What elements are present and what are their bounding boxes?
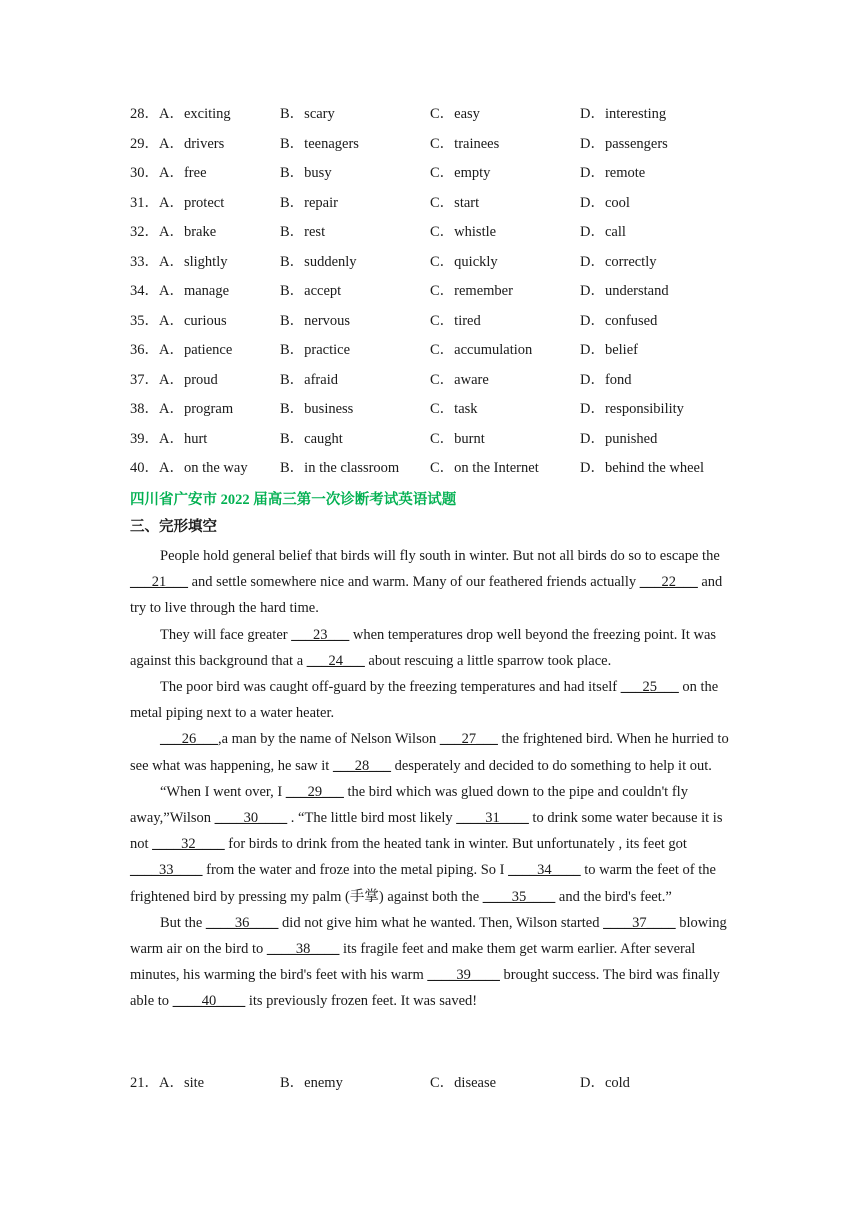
option-a: 28．A．exciting (130, 106, 231, 122)
option-b: B．practice (280, 342, 351, 358)
option-c: C．tired (430, 312, 481, 329)
option-b: B．suddenly (280, 253, 357, 270)
option-c: C．task (430, 401, 478, 417)
option-a: 29．A．drivers (130, 135, 225, 152)
blank-27: ___27___ (439, 731, 498, 748)
option-d: D．correctly (580, 253, 657, 270)
option-c: C．aware (430, 371, 489, 388)
blank-25: ___25___ (620, 679, 679, 696)
blank-32: ____32____ (152, 836, 225, 853)
blank-34: ____34____ (508, 862, 581, 879)
text: the frightened bird. When he hurried to see what was happening, he saw it (130, 731, 729, 774)
option-d: D．understand (580, 283, 669, 299)
option-d: D．punished (580, 430, 658, 447)
option-b: B．caught (280, 430, 343, 447)
text: and settle somewhere nice and warm. Many of our feathered friends actually (188, 574, 640, 591)
blank-21: ___21___ (130, 574, 188, 591)
option-b: B．in the classroom (280, 460, 400, 476)
option-a: 35．A．curious (130, 312, 227, 329)
option-b: B．business (280, 401, 354, 417)
option-a: 34．A．manage (130, 283, 230, 299)
text: The poor bird was caught off-guard by the freezing temperatures and had itself (160, 679, 621, 696)
text: blowing warm air on the bird to (130, 914, 727, 958)
blank-35: ____35____ (482, 888, 556, 905)
paragraph-1 (130, 543, 730, 622)
blank-36: ____36____ (205, 914, 279, 931)
text: People hold general belief that birds will fly south in winter. But not all birds do so to escape the (160, 548, 720, 564)
option-a: 38．A．program (130, 401, 234, 417)
option-c: C．quickly (430, 253, 498, 270)
option-b: B．teenagers (280, 135, 359, 152)
text: from the water and froze into the metal piping. So I (202, 862, 509, 879)
exam-title: 四川省广安市 2022 届高三第一次诊断考试英语试题 (130, 492, 457, 508)
option-c: C．empty (430, 165, 491, 181)
option-a: 37．A．proud (130, 371, 218, 388)
blank-28: ___28___ (332, 757, 391, 774)
option-c: C．burnt (430, 430, 485, 447)
option-c: C．disease (430, 1075, 497, 1091)
option-d: D．belief (580, 342, 638, 358)
option-a: 40．A．on the way (130, 460, 248, 476)
option-d: D．remote (580, 165, 646, 181)
option-d: D．cool (580, 194, 630, 211)
text: desperately and decided to do something to help it out. (390, 757, 712, 774)
text: did not give him what he wanted. Then, Wilson started (278, 914, 604, 931)
option-d: D．responsibility (580, 401, 684, 417)
paragraph-3 (130, 674, 730, 726)
blank-33: ____33____ (130, 862, 203, 879)
text: and try to live through the hard time. (130, 574, 723, 617)
option-c: C．remember (430, 283, 513, 299)
option-a: 36．A．patience (130, 342, 233, 358)
option-b: B．rest (280, 224, 326, 240)
blank-29: ___29___ (285, 783, 344, 800)
blank-31: ____31____ (456, 810, 529, 827)
option-d: D．cold (580, 1075, 630, 1091)
option-a: 30．A．free (130, 165, 207, 181)
option-d: D．call (580, 224, 626, 240)
option-c: C．start (430, 194, 480, 211)
option-b: B．accept (280, 283, 342, 299)
option-c: C．accumulation (430, 342, 533, 358)
blank-37: ____37____ (603, 914, 676, 931)
text: ,a man by the name of Nelson Wilson (218, 731, 440, 748)
blank-30: ____30____ (214, 810, 288, 827)
text: They will face greater (160, 626, 292, 643)
option-d: D．fond (580, 371, 632, 388)
option-c: C．on the Internet (430, 460, 539, 476)
text: to drink some water because it is not (130, 810, 723, 853)
option-a: 33．A．slightly (130, 253, 228, 270)
text: for birds to drink from the heated tank in winter. But unfortunately , its feet got (224, 836, 687, 853)
paragraph-4 (130, 726, 730, 778)
blank-39: ____39____ (427, 967, 500, 984)
text: about rescuing a little sparrow took place. (364, 652, 612, 669)
text: when temperatures drop well beyond the freezing point. It was against this background that a (130, 626, 717, 669)
blank-24: ___24___ (306, 652, 365, 669)
section-title: 三、完形填空 (130, 519, 217, 535)
text: the bird which was glued down to the pipe and couldn't fly away,”Wilson (130, 783, 688, 827)
text: and the bird's feet.” (555, 888, 672, 905)
option-b: B．nervous (280, 312, 351, 329)
blank-22: ___22___ (639, 574, 698, 591)
option-b: B．afraid (280, 371, 338, 388)
cloze-passage (130, 543, 730, 1015)
option-a: 39．A．hurt (130, 430, 208, 447)
text: brought success. The bird was finally able to (130, 967, 720, 1010)
blank-26: ___26___ (160, 731, 218, 748)
text: to warm the feet of the frightened bird by pressing my palm (手掌) against both the (130, 862, 716, 905)
option-b: B．enemy (280, 1075, 343, 1091)
option-d: D．passengers (580, 135, 668, 152)
paragraph-5 (130, 779, 730, 910)
text: its fragile feet and make them get warm earlier. After several minutes, his warming the bird's feet with his warm (130, 941, 696, 984)
option-d: D．behind the wheel (580, 460, 705, 476)
blank-40: ____40____ (172, 993, 246, 1010)
text: . “The little bird most likely (287, 810, 457, 827)
option-a: 21．A．site (130, 1075, 205, 1091)
option-c: C．trainees (430, 135, 500, 152)
text: its previously frozen feet. It was saved! (245, 993, 478, 1010)
option-d: D．interesting (580, 106, 667, 122)
option-d: D．confused (580, 312, 658, 329)
paragraph-6 (130, 910, 730, 1015)
option-a: 31．A．protect (130, 194, 225, 211)
text: “When I went over, I (160, 783, 286, 800)
text: But the (160, 914, 206, 931)
text: on the metal piping next to a water heater. (130, 679, 719, 722)
option-b: B．busy (280, 165, 332, 181)
option-c: C．whistle (430, 224, 497, 240)
option-b: B．repair (280, 194, 338, 211)
option-b: B．scary (280, 106, 335, 122)
option-c: C．easy (430, 106, 480, 122)
paragraph-2 (130, 622, 730, 674)
option-a: 32．A．brake (130, 224, 217, 240)
blank-23: ___23___ (291, 626, 350, 643)
blank-38: ____38____ (266, 941, 340, 958)
